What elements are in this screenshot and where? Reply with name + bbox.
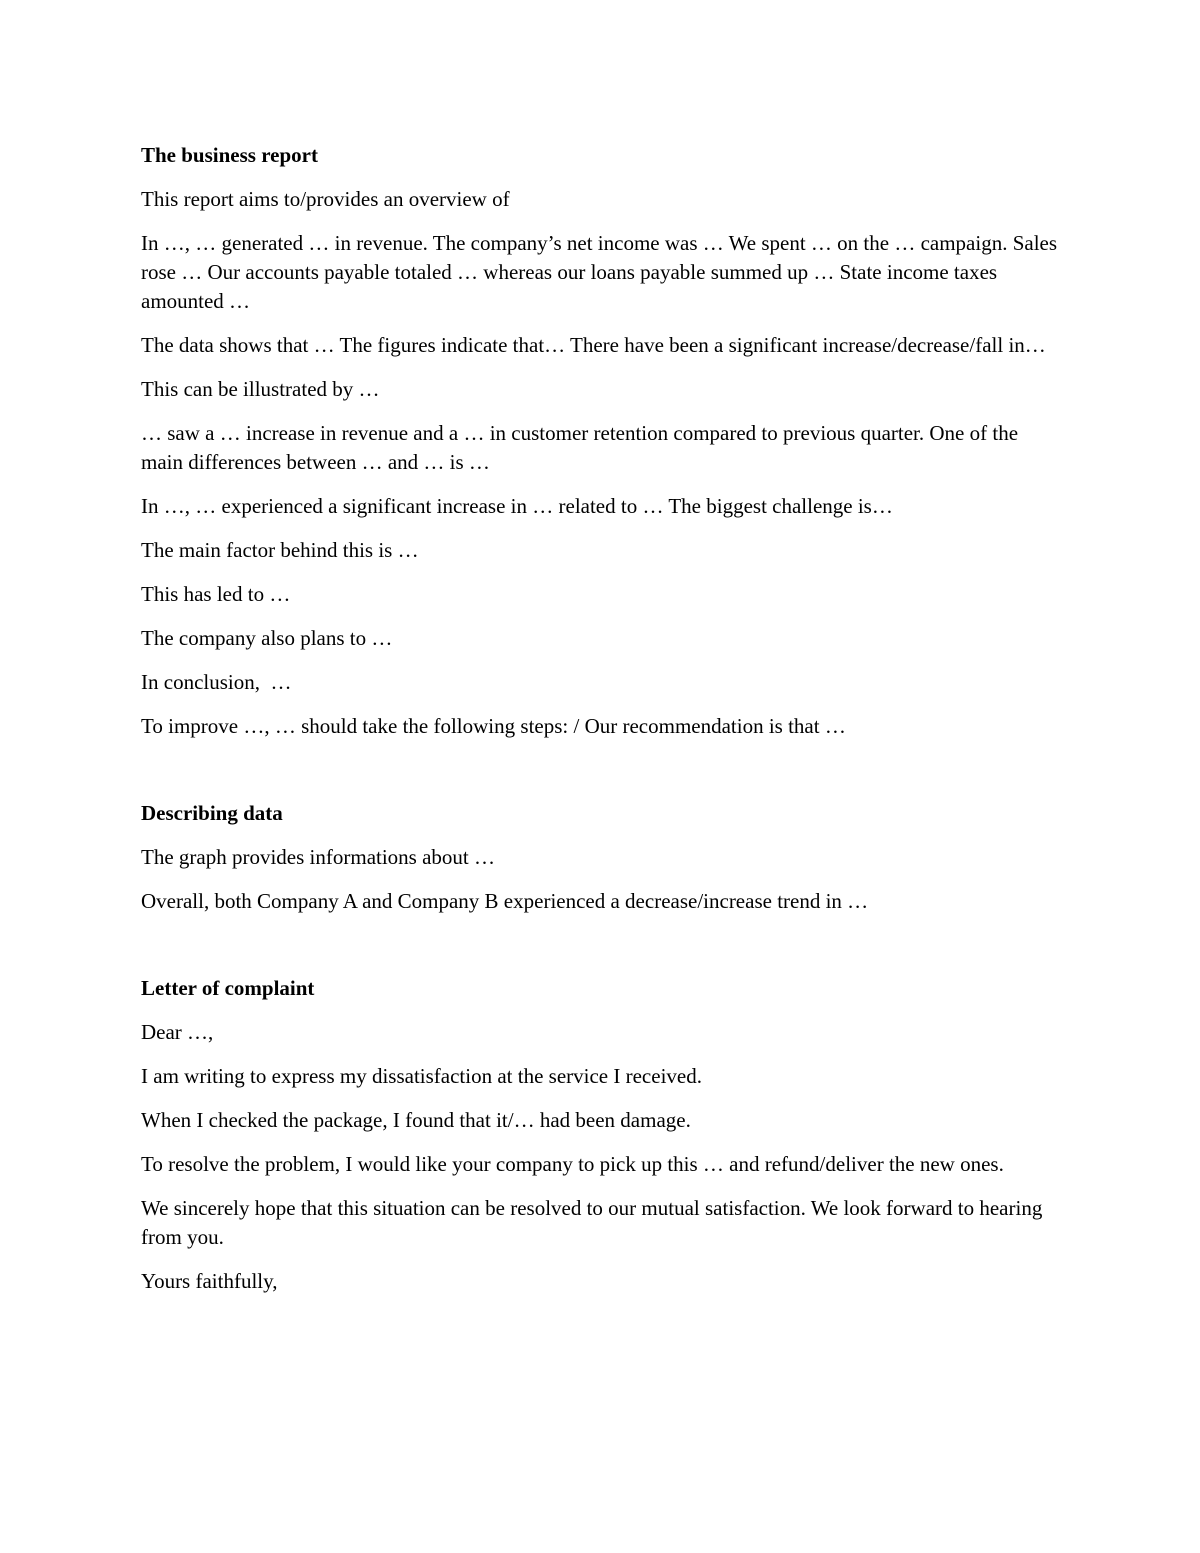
section-heading: Describing data	[141, 801, 283, 825]
paragraph: This can be illustrated by …	[141, 377, 380, 401]
paragraph: This report aims to/provides an overview of	[141, 187, 510, 211]
paragraph: When I checked the package, I found that it/… had been damage.	[141, 1108, 691, 1132]
paragraph: To improve …, … should take the following steps: / Our recommendation is that …	[141, 714, 846, 738]
section-letter-of-complaint	[141, 974, 1061, 1296]
paragraph: Dear …,	[141, 1020, 214, 1044]
section-business-report	[141, 141, 1061, 741]
paragraph: … saw a … increase in revenue and a … in customer retention compared to previous quarter. One of the main differences between … and … is …	[141, 421, 1024, 474]
section-heading: The business report	[141, 143, 318, 167]
paragraph: In …, … generated … in revenue. The company’s net income was … We spent … on the … campaign. Sales rose … Our accounts payable totaled … whereas our loans payable summed up … State income taxes amounted …	[141, 231, 1063, 313]
section-describing-data	[141, 799, 1061, 916]
paragraph: To resolve the problem, I would like your company to pick up this … and refund/deliver the new ones.	[141, 1152, 1004, 1176]
section-heading: Letter of complaint	[141, 976, 315, 1000]
paragraph: Yours faithfully,	[141, 1269, 278, 1293]
paragraph: The main factor behind this is …	[141, 538, 419, 562]
paragraph: The graph provides informations about …	[141, 845, 496, 869]
document-page	[141, 141, 1061, 1311]
paragraph: Overall, both Company A and Company B experienced a decrease/increase trend in …	[141, 889, 869, 913]
paragraph: In …, … experienced a significant increase in … related to … The biggest challenge is…	[141, 494, 893, 518]
paragraph: The data shows that … The figures indicate that… There have been a significant increase/decrease/fall in…	[141, 333, 1046, 357]
paragraph: We sincerely hope that this situation can be resolved to our mutual satisfaction. We look forward to hearing from you.	[141, 1196, 1048, 1249]
paragraph: The company also plans to …	[141, 626, 393, 650]
paragraph: I am writing to express my dissatisfaction at the service I received.	[141, 1064, 702, 1088]
paragraph: This has led to …	[141, 582, 291, 606]
paragraph: In conclusion, …	[141, 670, 292, 694]
